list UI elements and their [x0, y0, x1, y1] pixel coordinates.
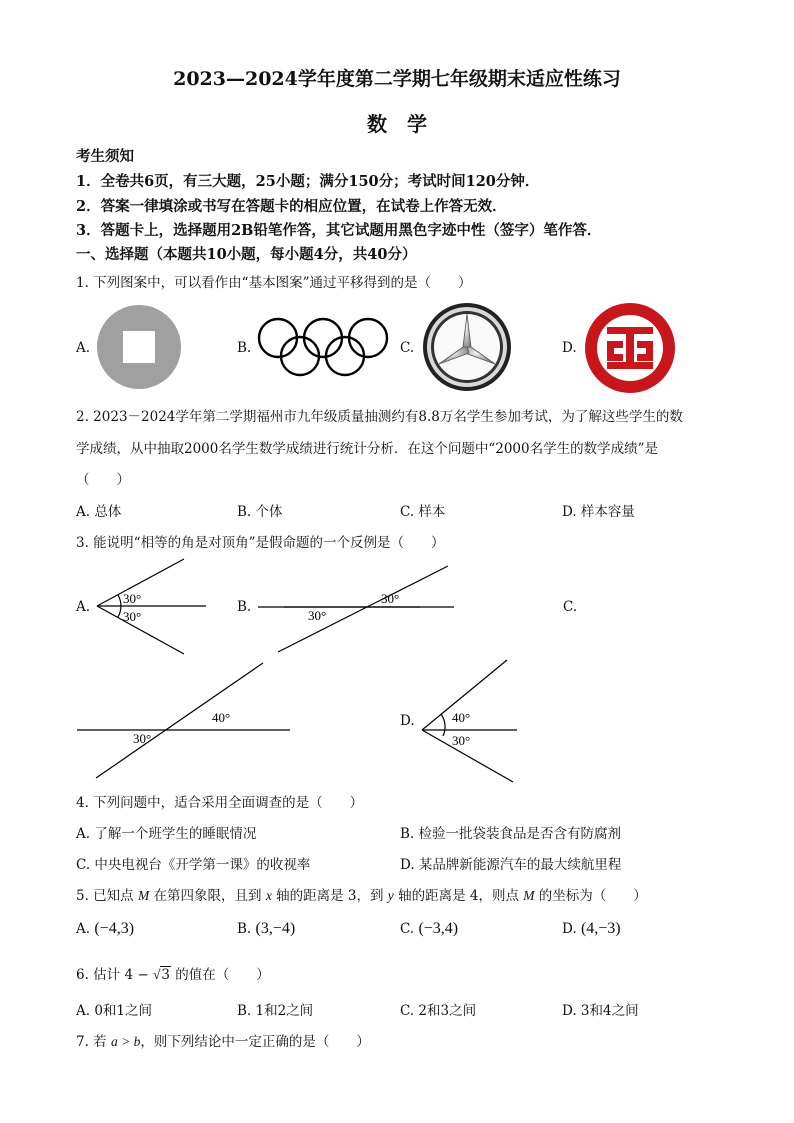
q3-option-b-label: B.: [237, 599, 252, 615]
q6-sqrt-radicand: 3: [161, 967, 170, 983]
notice-item-1: 1．全卷共6页，有三大题，25小题；满分150分；考试时间120分钟．: [76, 173, 540, 190]
notice-item-2: 2．答案一律填涂或书写在答题卡的相应位置，在试卷上作答无效．: [76, 198, 507, 215]
q4-option-a: A. 了解一个班学生的睡眠情况: [76, 826, 257, 842]
q6-option-a: A. 0和1之间: [76, 1003, 153, 1019]
q5-option-d-label: D.: [562, 921, 577, 937]
q3-a-angle-top: 30°: [123, 591, 142, 606]
q3-figure-d: [419, 660, 519, 785]
sqrt-symbol-icon: √: [152, 967, 161, 982]
q3-option-d-label: D.: [400, 713, 415, 729]
q5-stem: [76, 884, 647, 904]
q1-option-c-label: C.: [400, 340, 415, 356]
q3-c-angle-40: 40°: [212, 710, 231, 725]
q5-point-m-2: M: [523, 888, 535, 903]
q3-a-angle-bottom: 30°: [123, 609, 142, 624]
q3-b-angle-right: 30°: [381, 591, 400, 606]
q1-stem: 1. 下列图案中，可以看作由“基本图案”通过平移得到的是（ ）: [76, 275, 472, 291]
q6-option-d: D. 3和4之间: [562, 1003, 639, 1019]
q6-stem-part-2: 的值在（ ）: [170, 967, 270, 983]
q7-stem-part-1: 7. 若: [76, 1034, 111, 1050]
q4-option-b: B. 检验一批袋装食品是否含有防腐剂: [400, 826, 622, 842]
q5-point-m: M: [137, 888, 150, 903]
q3-b-angle-left: 30°: [308, 608, 327, 623]
q5-option-c-value: (−3,4): [418, 920, 459, 937]
notice-item-3: 3．答题卡上，选择题用2B铅笔作答，其它试题用黑色字迹中性（签字）笔作答．: [76, 222, 602, 239]
q5-option-c-label: C.: [400, 921, 415, 937]
subject-title: 数 学: [367, 112, 427, 136]
q5-stem-part-5: 的坐标为（ ）: [534, 888, 647, 904]
q4-option-c: C. 中央电视台《开学第一课》的收视率: [76, 857, 311, 873]
five-rings-icon: [256, 316, 390, 378]
q5-option-d-value: (4,−3): [580, 920, 621, 937]
q3-option-a-label: A.: [76, 599, 91, 615]
q3-figure-a: [94, 558, 206, 658]
q3-d-angle-40: 40°: [452, 710, 471, 725]
q3-figure-c: [76, 660, 291, 780]
q5-stem-part-1: 5. 已知点: [76, 888, 138, 904]
q3-figure-b: [256, 558, 456, 658]
q6-option-c: C. 2和3之间: [400, 1003, 477, 1019]
q3-d-angle-30: 30°: [452, 733, 471, 748]
page-title: 2023—2024学年度第二学期七年级期末适应性练习: [173, 68, 621, 90]
three-point-star-icon: [421, 301, 513, 393]
pinwheel-logo-icon: [97, 305, 181, 389]
q6-stem: [76, 963, 270, 983]
q1-option-a-label: A.: [76, 340, 91, 356]
q5-option-b: [237, 920, 295, 938]
q7-condition: a > b: [110, 1034, 141, 1049]
q3-stem: 3. 能说明“相等的角是对顶角”是假命题的一个反例是（ ）: [76, 535, 445, 551]
q5-y-axis: y: [387, 888, 394, 903]
notice-heading: 考生须知: [76, 148, 134, 165]
q5-option-a-value: (−4,3): [94, 920, 135, 937]
q2-option-a: A. 总体: [76, 504, 122, 520]
q2-line-3: （ ）: [76, 472, 130, 488]
q6-option-b: B. 1和2之间: [237, 1003, 314, 1019]
q2-option-d: D. 样本容量: [562, 504, 635, 520]
bank-logo-icon: [585, 303, 675, 393]
q5-stem-part-4: 轴的距离是 4，则点: [393, 888, 524, 904]
q3-c-angle-30: 30°: [133, 731, 152, 746]
q5-option-b-label: B.: [237, 921, 252, 937]
q6-stem-part-1: 6. 估计 4 −: [76, 967, 153, 983]
q2-option-b: B. 个体: [237, 504, 283, 520]
q2-line-1: 2. 2023－2024学年第二学期福州市九年级质量抽测约有8.8万名学生参加考试，为了解这些学生的数: [76, 409, 683, 425]
q5-stem-part-2: 在第四象限，且到: [149, 888, 266, 904]
q7-stem: [76, 1030, 370, 1050]
q1-option-b-label: B.: [237, 340, 252, 356]
q5-option-a: [76, 920, 134, 938]
q7-stem-part-2: ，则下列结论中一定正确的是（ ）: [140, 1034, 370, 1050]
q5-option-a-label: A.: [76, 921, 91, 937]
q5-x-axis: x: [265, 888, 272, 903]
q5-stem-part-3: 轴的距离是 3，到: [271, 888, 388, 904]
q5-option-d: [562, 920, 621, 938]
q5-option-c: [400, 920, 458, 938]
section-heading: 一、选择题（本题共10小题，每小题4分，共40分）: [76, 246, 417, 263]
q4-option-d: D. 某品牌新能源汽车的最大续航里程: [400, 857, 622, 873]
q3-option-c-label: C.: [563, 599, 578, 615]
q5-option-b-value: (3,−4): [255, 920, 296, 937]
q1-option-d-label: D.: [562, 340, 577, 356]
q2-option-c: C. 样本: [400, 504, 446, 520]
q2-line-2: 学成绩，从中抽取2000名学生数学成绩进行统计分析．在这个问题中“2000名学生的数学成绩”是: [76, 441, 659, 457]
q4-stem: 4. 下列问题中，适合采用全面调查的是（ ）: [76, 795, 364, 811]
